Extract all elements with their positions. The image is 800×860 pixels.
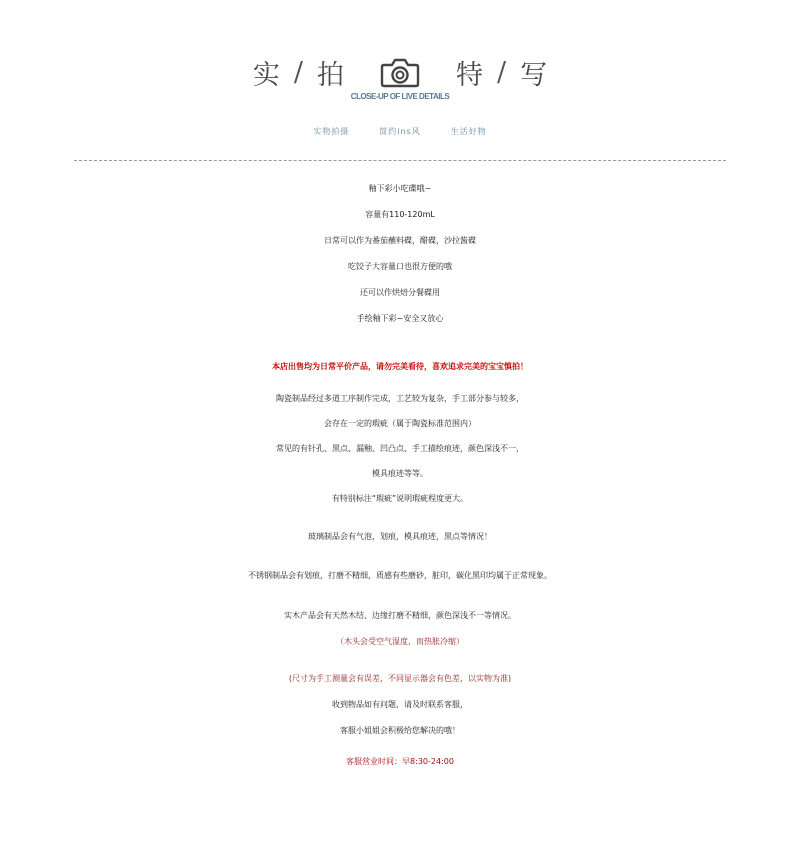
intro-line: 日常可以作为番茄蘸料碟，醋碟，沙拉酱碟: [324, 236, 476, 245]
intro-line: 容量有110-120mL: [365, 210, 435, 219]
camera-icon: [380, 56, 420, 88]
service-line: 收到物品如有问题，请及时联系客服，: [332, 700, 468, 709]
ceramic-line: 模具痕迹等等。: [372, 469, 428, 478]
wood-subnote: （木头会受空气湿度，而热胀冷缩）: [336, 637, 464, 646]
header-slash: /: [293, 56, 303, 88]
glass-note: 玻璃制品会有气泡，划痕，模具痕迹，黑点等情况！: [308, 532, 492, 541]
intro-line: 吃饺子大容量口也很方便的哦: [348, 262, 452, 271]
ceramic-line: 有特别标注“瑕疵”说明瑕疵程度更大。: [331, 494, 469, 503]
wood-note: 实木产品会有天然木结、边缘打磨不精细，颜色深浅不一等情况。: [284, 611, 516, 620]
header-char-xie: 写: [520, 59, 548, 91]
service-line: 客服小姐姐会积极给您解决的哦！: [340, 726, 460, 735]
tag-ins-style: 简约ins风: [379, 127, 421, 136]
header-tags: [0, 126, 800, 137]
header-char-pai: 拍: [317, 59, 344, 91]
header-char-te: 特: [456, 59, 483, 91]
steel-note: 不锈钢制品会有划痕，打磨不精细，质感有些磨砂，脏印，碳化黑印均属于正常现象。: [248, 571, 552, 580]
intro-line: 还可以作烘焙分餐碟用: [360, 288, 440, 297]
size-disclaimer: (尺寸为手工测量会有误差，不同显示器会有色差，以实物为准): [288, 674, 512, 683]
tag-life-goods: 生活好物: [450, 127, 487, 136]
warning-notice: 本店出售均为日常平价产品，请勿完美看待，喜欢追求完美的宝宝慎拍！: [272, 362, 528, 371]
tag-real-photo: 实物拍摄: [313, 127, 350, 136]
ceramic-line: 会存在一定的瑕疵（属于陶瓷标准范围内）: [324, 419, 476, 428]
header-slash-2: /: [497, 56, 507, 88]
intro-line: 手绘釉下彩~安全又放心: [356, 314, 444, 323]
title-english: CLOSE-UP OF LIVE DETAILS: [350, 92, 450, 101]
header-char-shi: 实: [252, 59, 280, 91]
dashed-divider: [74, 160, 726, 161]
ceramic-line: 常见的有针孔、黑点、漏釉、凹凸点、手工描绘痕迹，颜色深浅不一，: [276, 444, 524, 453]
ceramic-line: 陶瓷制品经过多道工序制作完成，工艺较为复杂，手工部分参与较多，: [276, 394, 524, 403]
service-hours: 客服营业时间：早8:30-24:00: [346, 757, 454, 766]
header-title-row: [0, 52, 800, 92]
intro-line: 釉下彩小吃碟哦~: [368, 184, 432, 193]
